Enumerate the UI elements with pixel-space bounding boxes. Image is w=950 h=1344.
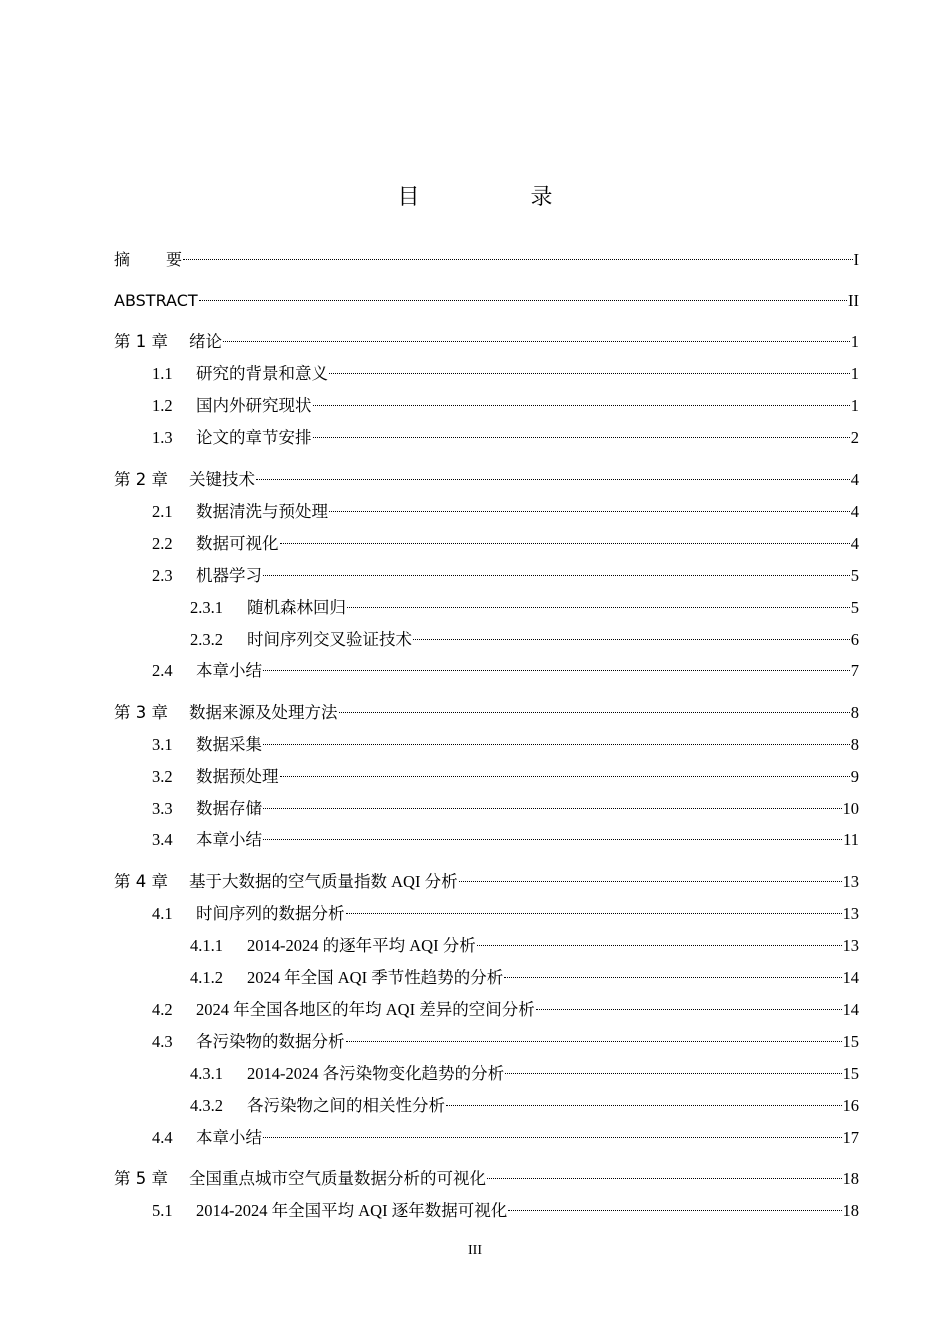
- toc-page-number: 4: [850, 470, 859, 489]
- toc-entry-section[interactable]: [152, 427, 859, 449]
- toc-leader: [487, 1178, 842, 1179]
- toc-page-number: 2: [850, 428, 859, 447]
- toc-entry-chapter[interactable]: [114, 331, 859, 353]
- toc-number: 第 2 章: [114, 470, 168, 489]
- toc-entry-section[interactable]: [152, 565, 859, 587]
- toc-number: 1.1: [152, 364, 173, 383]
- page-title: 目 录: [397, 185, 605, 210]
- toc-page-number: 18: [842, 1201, 859, 1220]
- toc-number: 2.4: [152, 661, 173, 680]
- toc-entry-chapter[interactable]: [114, 1168, 859, 1190]
- toc-label: 摘要: [114, 250, 183, 269]
- toc-entry-abstract-cn[interactable]: [114, 249, 859, 271]
- toc-page-number: 7: [850, 661, 859, 680]
- toc-label: 时间序列交叉验证技术: [247, 630, 412, 649]
- toc-page-number: 16: [842, 1096, 859, 1115]
- toc-number: 4.1.2: [190, 968, 223, 987]
- toc-leader: [263, 1137, 842, 1138]
- toc-leader: [339, 712, 850, 713]
- toc-page-number: 15: [842, 1032, 859, 1051]
- toc-page-number: 13: [842, 904, 859, 923]
- toc-number: 3.3: [152, 799, 173, 818]
- toc-entry-chapter[interactable]: [114, 702, 859, 724]
- toc-leader: [280, 776, 850, 777]
- toc-label: 全国重点城市空气质量数据分析的可视化: [189, 1169, 486, 1188]
- toc-leader: [508, 1210, 841, 1211]
- toc-entry-section[interactable]: [152, 1031, 859, 1053]
- toc-number: 3.2: [152, 767, 173, 786]
- toc-leader: [263, 744, 850, 745]
- toc-number: 4.3.1: [190, 1064, 223, 1083]
- toc-label: 各污染物之间的相关性分析: [247, 1096, 445, 1115]
- toc-number: 2.1: [152, 502, 173, 521]
- toc-label: 2014-2024 各污染物变化趋势的分析: [247, 1064, 505, 1083]
- toc-label: 各污染物的数据分析: [196, 1032, 345, 1051]
- toc-label: 基于大数据的空气质量指数 AQI 分析: [189, 872, 458, 891]
- toc-number: 3.4: [152, 830, 173, 849]
- toc-number: 2.3.2: [190, 630, 223, 649]
- toc-entry-section[interactable]: [152, 1200, 859, 1222]
- toc-leader: [313, 437, 850, 438]
- toc-page-number: 4: [850, 534, 859, 553]
- toc-page-number: 1: [850, 364, 859, 383]
- toc-number: 4.3.2: [190, 1096, 223, 1115]
- toc-number: 2.3: [152, 566, 173, 585]
- toc-leader: [346, 913, 842, 914]
- toc-page-number: 1: [850, 332, 859, 351]
- toc-number: 4.3: [152, 1032, 173, 1051]
- toc-leader: [536, 1009, 842, 1010]
- toc-leader: [263, 808, 842, 809]
- toc-label: 本章小结: [196, 830, 262, 849]
- toc-number: 2.2: [152, 534, 173, 553]
- toc-entry-section[interactable]: [152, 501, 859, 523]
- toc-leader: [459, 881, 842, 882]
- toc-leader: [313, 405, 850, 406]
- toc-leader: [477, 945, 842, 946]
- toc-label: 2014-2024 年全国平均 AQI 逐年数据可视化: [196, 1201, 508, 1220]
- toc-entry-section[interactable]: [152, 829, 859, 851]
- toc-leader: [256, 479, 850, 480]
- toc-label: 时间序列的数据分析: [196, 904, 345, 923]
- toc-number: 4.2: [152, 1000, 173, 1019]
- toc-leader: [280, 543, 850, 544]
- toc-entry-section[interactable]: [190, 597, 859, 619]
- toc-leader: [223, 341, 850, 342]
- toc-entry-section[interactable]: [190, 1095, 859, 1117]
- toc-leader: [505, 1073, 841, 1074]
- toc-page-number: 15: [842, 1064, 859, 1083]
- toc-leader: [329, 373, 850, 374]
- toc-page-number: 13: [842, 872, 859, 891]
- toc-leader: [347, 607, 850, 608]
- toc-label: 数据可视化: [196, 534, 279, 553]
- toc-leader: [183, 259, 852, 260]
- toc-number: 4.1: [152, 904, 173, 923]
- toc-leader: [263, 575, 850, 576]
- toc-label: 研究的背景和意义: [196, 364, 328, 383]
- toc-label: 2024 年全国各地区的年均 AQI 差异的空间分析: [196, 1000, 535, 1019]
- toc-page-number: 10: [842, 799, 859, 818]
- toc-number: 2.3.1: [190, 598, 223, 617]
- toc-number: 3.1: [152, 735, 173, 754]
- toc-label: 随机森林回归: [247, 598, 346, 617]
- toc-entry-chapter[interactable]: [114, 871, 859, 893]
- toc-entry-section[interactable]: [190, 935, 859, 957]
- toc-label: 论文的章节安排: [196, 428, 312, 447]
- toc-label: 关键技术: [189, 470, 255, 489]
- toc-entry-section[interactable]: [152, 363, 859, 385]
- toc-label: 2014-2024 的逐年平均 AQI 分析: [247, 936, 476, 955]
- toc-entry-section[interactable]: [152, 395, 859, 417]
- toc-label: 本章小结: [196, 1128, 262, 1147]
- toc-label: 数据预处理: [196, 767, 279, 786]
- toc-page-number: II: [848, 291, 859, 310]
- toc-number: 5.1: [152, 1201, 173, 1220]
- toc-entry-section[interactable]: [152, 660, 859, 682]
- toc-number: 4.1.1: [190, 936, 223, 955]
- toc-entry-section[interactable]: [152, 766, 859, 788]
- toc-page-number: 5: [850, 598, 859, 617]
- toc-label: 绪论: [189, 332, 222, 351]
- toc-number: 第 4 章: [114, 872, 168, 891]
- toc-entry-section[interactable]: [152, 734, 859, 756]
- toc-page-number: 18: [842, 1169, 859, 1188]
- toc-leader: [504, 977, 841, 978]
- toc-page-number: 8: [850, 703, 859, 722]
- toc-label: 机器学习: [196, 566, 262, 585]
- toc-leader: [413, 639, 850, 640]
- toc-entry-section[interactable]: [190, 629, 859, 651]
- toc-page-number: 8: [850, 735, 859, 754]
- toc-entry-abstract-en[interactable]: [114, 290, 859, 312]
- toc-page-number: 14: [842, 1000, 859, 1019]
- toc-entry-section[interactable]: [190, 967, 859, 989]
- toc-entry-section[interactable]: [190, 1063, 859, 1085]
- toc-leader: [329, 511, 850, 512]
- toc-label: 国内外研究现状: [196, 396, 312, 415]
- toc-number: 1.3: [152, 428, 173, 447]
- toc-label: 数据来源及处理方法: [189, 703, 338, 722]
- toc-leader: [346, 1041, 842, 1042]
- toc-label: 本章小结: [196, 661, 262, 680]
- toc-page-number: 11: [843, 830, 859, 849]
- toc-label: 数据存储: [196, 799, 262, 818]
- toc-page-number: 6: [850, 630, 859, 649]
- toc-page-number: 9: [850, 767, 859, 786]
- toc-number: 第 1 章: [114, 332, 168, 351]
- toc-page-number: 14: [842, 968, 859, 987]
- toc-label: 数据清洗与预处理: [196, 502, 328, 521]
- page-number-footer: III: [468, 1243, 482, 1258]
- toc-entry-section[interactable]: [152, 999, 859, 1021]
- toc-leader: [199, 300, 847, 301]
- toc-page-number: I: [853, 250, 859, 269]
- toc-leader: [263, 839, 842, 840]
- toc-page-number: 17: [842, 1128, 859, 1147]
- toc-entry-section[interactable]: [152, 1127, 859, 1149]
- toc-label: 2024 年全国 AQI 季节性趋势的分析: [247, 968, 504, 987]
- toc-page-number: 1: [850, 396, 859, 415]
- toc-number: 4.4: [152, 1128, 173, 1147]
- toc-page-number: 13: [842, 936, 859, 955]
- toc-leader: [446, 1105, 842, 1106]
- toc-label: 数据采集: [196, 735, 262, 754]
- toc-entry-section[interactable]: [152, 533, 859, 555]
- toc-number: 第 5 章: [114, 1169, 168, 1188]
- toc-entry-section[interactable]: [152, 798, 859, 820]
- toc-page-number: 5: [850, 566, 859, 585]
- toc-page-number: 4: [850, 502, 859, 521]
- toc-number: 1.2: [152, 396, 173, 415]
- toc-entry-chapter[interactable]: [114, 469, 859, 491]
- toc-leader: [263, 670, 850, 671]
- toc-entry-section[interactable]: [152, 903, 859, 925]
- toc-number: 第 3 章: [114, 703, 168, 722]
- toc-label: ABSTRACT: [114, 291, 198, 310]
